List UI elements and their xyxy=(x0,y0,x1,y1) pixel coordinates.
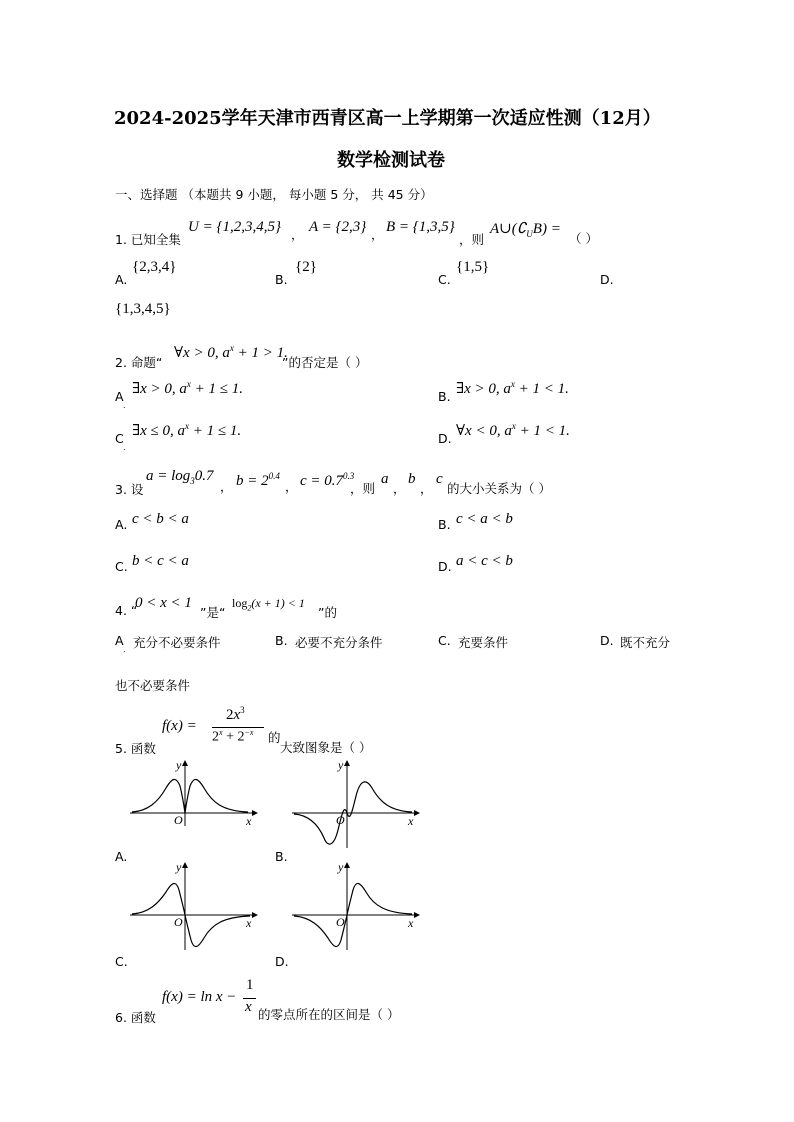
y-axis-arrow xyxy=(182,760,188,766)
q3-sep: ， xyxy=(393,481,406,496)
q3-sep: ， xyxy=(420,481,433,496)
q2-option-a: ∃x > 0, $a^x + 1 \le 1$. xyxy=(132,379,244,397)
curve xyxy=(132,779,248,813)
q2-option-b-label: B. xyxy=(438,389,451,404)
origin-label: O xyxy=(174,915,183,929)
q1-option-c-label: C. xyxy=(438,272,451,287)
q1-option-a: {2,3,4} xyxy=(132,259,177,275)
q4-option-a-label: A xyxy=(115,633,124,648)
q1-expression: $A\cup(∁_UB)$ = xyxy=(490,221,561,239)
q5-suffix: 大致图象是（ ） xyxy=(280,740,372,755)
q5-graph-b xyxy=(290,758,420,850)
origin-label: O xyxy=(336,915,345,929)
q5-f: f(x) = xyxy=(162,718,197,734)
q5-option-a-label: A. xyxy=(115,849,128,864)
q5-numerator: $2x^3$ xyxy=(226,705,245,723)
q3-option-a-label: A. xyxy=(115,517,128,532)
q1-option-c: {1,5} xyxy=(456,259,490,275)
q6-f: f(x) = ln x − xyxy=(162,989,237,1005)
q4-option-b: 必要不充分条件 xyxy=(295,635,383,650)
q4-prefix: 4. “ xyxy=(115,603,138,618)
axis-y-label: y xyxy=(338,860,344,874)
q3-option-a: c < b < a xyxy=(132,511,189,527)
q3-option-b: c < a < b xyxy=(456,511,513,527)
q1-prefix: 1. 已知全集 xyxy=(115,232,181,247)
q2-option-a-dot: . xyxy=(123,401,126,410)
q4-option-c-label: C. xyxy=(438,633,451,648)
q6-numerator: 1 xyxy=(246,977,254,993)
q2-option-a-label: A xyxy=(115,389,124,404)
q1-option-b: {2} xyxy=(295,259,317,275)
q1-set-u: U = {1,2,3,4,5} xyxy=(188,219,281,235)
y-axis-arrow xyxy=(182,862,188,868)
q1-option-d-label: D. xyxy=(600,272,614,287)
q2-option-c-dot: . xyxy=(123,443,126,452)
q3-option-c-label: C. xyxy=(115,559,128,574)
q2-statement: ∀x > 0, $a^x + 1 > 1$. xyxy=(174,343,288,361)
q4-option-b-label: B. xyxy=(275,633,288,648)
q4-condition: 0 < x < 1 xyxy=(135,595,192,611)
q5-graph-d xyxy=(290,860,420,952)
q2-suffix: ”的否定是（ ） xyxy=(282,355,368,370)
q4-mid: ”是“ xyxy=(200,605,226,620)
q3-var-a: a xyxy=(381,471,389,487)
axis-x-label: x xyxy=(408,814,414,828)
page-subtitle: 数学检测试卷 xyxy=(337,150,445,171)
q5-graph-c xyxy=(128,860,258,952)
q5-prefix: 5. 函数 xyxy=(115,741,156,756)
q1-comma: ， xyxy=(291,227,304,242)
x-axis-arrow xyxy=(414,912,420,918)
q2-option-d-label: D. xyxy=(438,431,452,446)
q5-denominator: $2^x + 2^{-x}$ xyxy=(212,728,254,745)
origin-label: O xyxy=(336,813,345,827)
section-heading: 一、选择题 （本题共 9 小题， 每小题 5 分， 共 45 分） xyxy=(115,187,433,202)
q4-option-d-continued: 也不必要条件 xyxy=(115,678,191,693)
x-axis-arrow xyxy=(252,810,258,816)
page-title: 2024-2025学年天津市西青区高一上学期第一次适应性测（12月） xyxy=(114,108,661,129)
q6-suffix: 的零点所在的区间是（ ） xyxy=(258,1007,400,1022)
q2-option-c: ∃x ≤ 0, $a^x + 1 \le 1$. xyxy=(132,421,242,439)
axis-y-label: y xyxy=(176,860,182,874)
q6-denominator: x xyxy=(245,999,252,1015)
q1-set-a: A = {2,3} xyxy=(309,219,367,235)
q5-graph-a xyxy=(128,758,258,828)
q3-then: ，则 xyxy=(350,481,376,496)
q1-option-a-label: A. xyxy=(115,272,128,287)
axis-x-label: x xyxy=(246,916,252,930)
q4-option-d: 既不充分 xyxy=(620,635,671,650)
q1-comma: ， xyxy=(371,227,384,242)
x-axis-arrow xyxy=(252,912,258,918)
q3-def-b: $b = 2^{0.4}$ xyxy=(236,471,280,489)
axis-x-label: x xyxy=(246,814,252,828)
q2-option-d: ∀x < 0, $a^x + 1 < 1$. xyxy=(456,421,570,439)
q5-option-b-label: B. xyxy=(275,849,288,864)
q4-option-a-dot: . xyxy=(123,645,126,654)
q1-answer-blank: （ ） xyxy=(569,231,598,246)
q3-suffix: 的大小关系为（ ） xyxy=(447,481,551,496)
q3-def-c: $c = 0.7^{0.3}$ xyxy=(300,471,355,489)
q3-option-d-label: D. xyxy=(438,559,452,574)
q4-option-c: 充要条件 xyxy=(458,635,509,650)
axis-x-label: x xyxy=(408,916,414,930)
q5-option-d-label: D. xyxy=(275,954,289,969)
q3-sep: ， xyxy=(285,479,298,494)
q1-option-d: {1,3,4,5} xyxy=(115,301,171,317)
q2-option-b: ∃x > 0, $a^x + 1 < 1$. xyxy=(456,379,569,397)
y-axis-arrow xyxy=(344,760,350,766)
y-axis-arrow xyxy=(344,862,350,868)
q4-suffix: ”的 xyxy=(318,605,337,620)
q6-prefix: 6. 函数 xyxy=(115,1010,156,1025)
q2-option-c-label: C xyxy=(115,431,124,446)
q3-var-c: c xyxy=(436,471,443,487)
q4-log: $\log_2(x + 1) < 1$ xyxy=(232,596,305,613)
axis-y-label: y xyxy=(176,758,182,772)
q3-def-a: $a = \log_30.7$ xyxy=(146,468,214,486)
q3-option-c: b < c < a xyxy=(132,553,189,569)
q3-option-d: a < c < b xyxy=(456,553,513,569)
q5-de: 的 xyxy=(268,730,281,745)
q1-option-b-label: B. xyxy=(275,272,288,287)
q1-set-b: B = {1,3,5} xyxy=(386,219,455,235)
q3-var-b: b xyxy=(408,471,416,487)
q3-sep: ， xyxy=(220,479,233,494)
q1-then: ，则 xyxy=(459,232,485,247)
axis-y-label: y xyxy=(338,758,344,772)
x-axis-arrow xyxy=(414,810,420,816)
q4-option-d-label: D. xyxy=(600,633,614,648)
q3-option-b-label: B. xyxy=(438,517,451,532)
q2-prefix: 2. 命题“ xyxy=(115,355,163,370)
q4-option-a: 充分不必要条件 xyxy=(133,635,221,650)
origin-label: O xyxy=(174,813,183,827)
q5-option-c-label: C. xyxy=(115,954,128,969)
q3-prefix: 3. 设 xyxy=(115,482,144,497)
